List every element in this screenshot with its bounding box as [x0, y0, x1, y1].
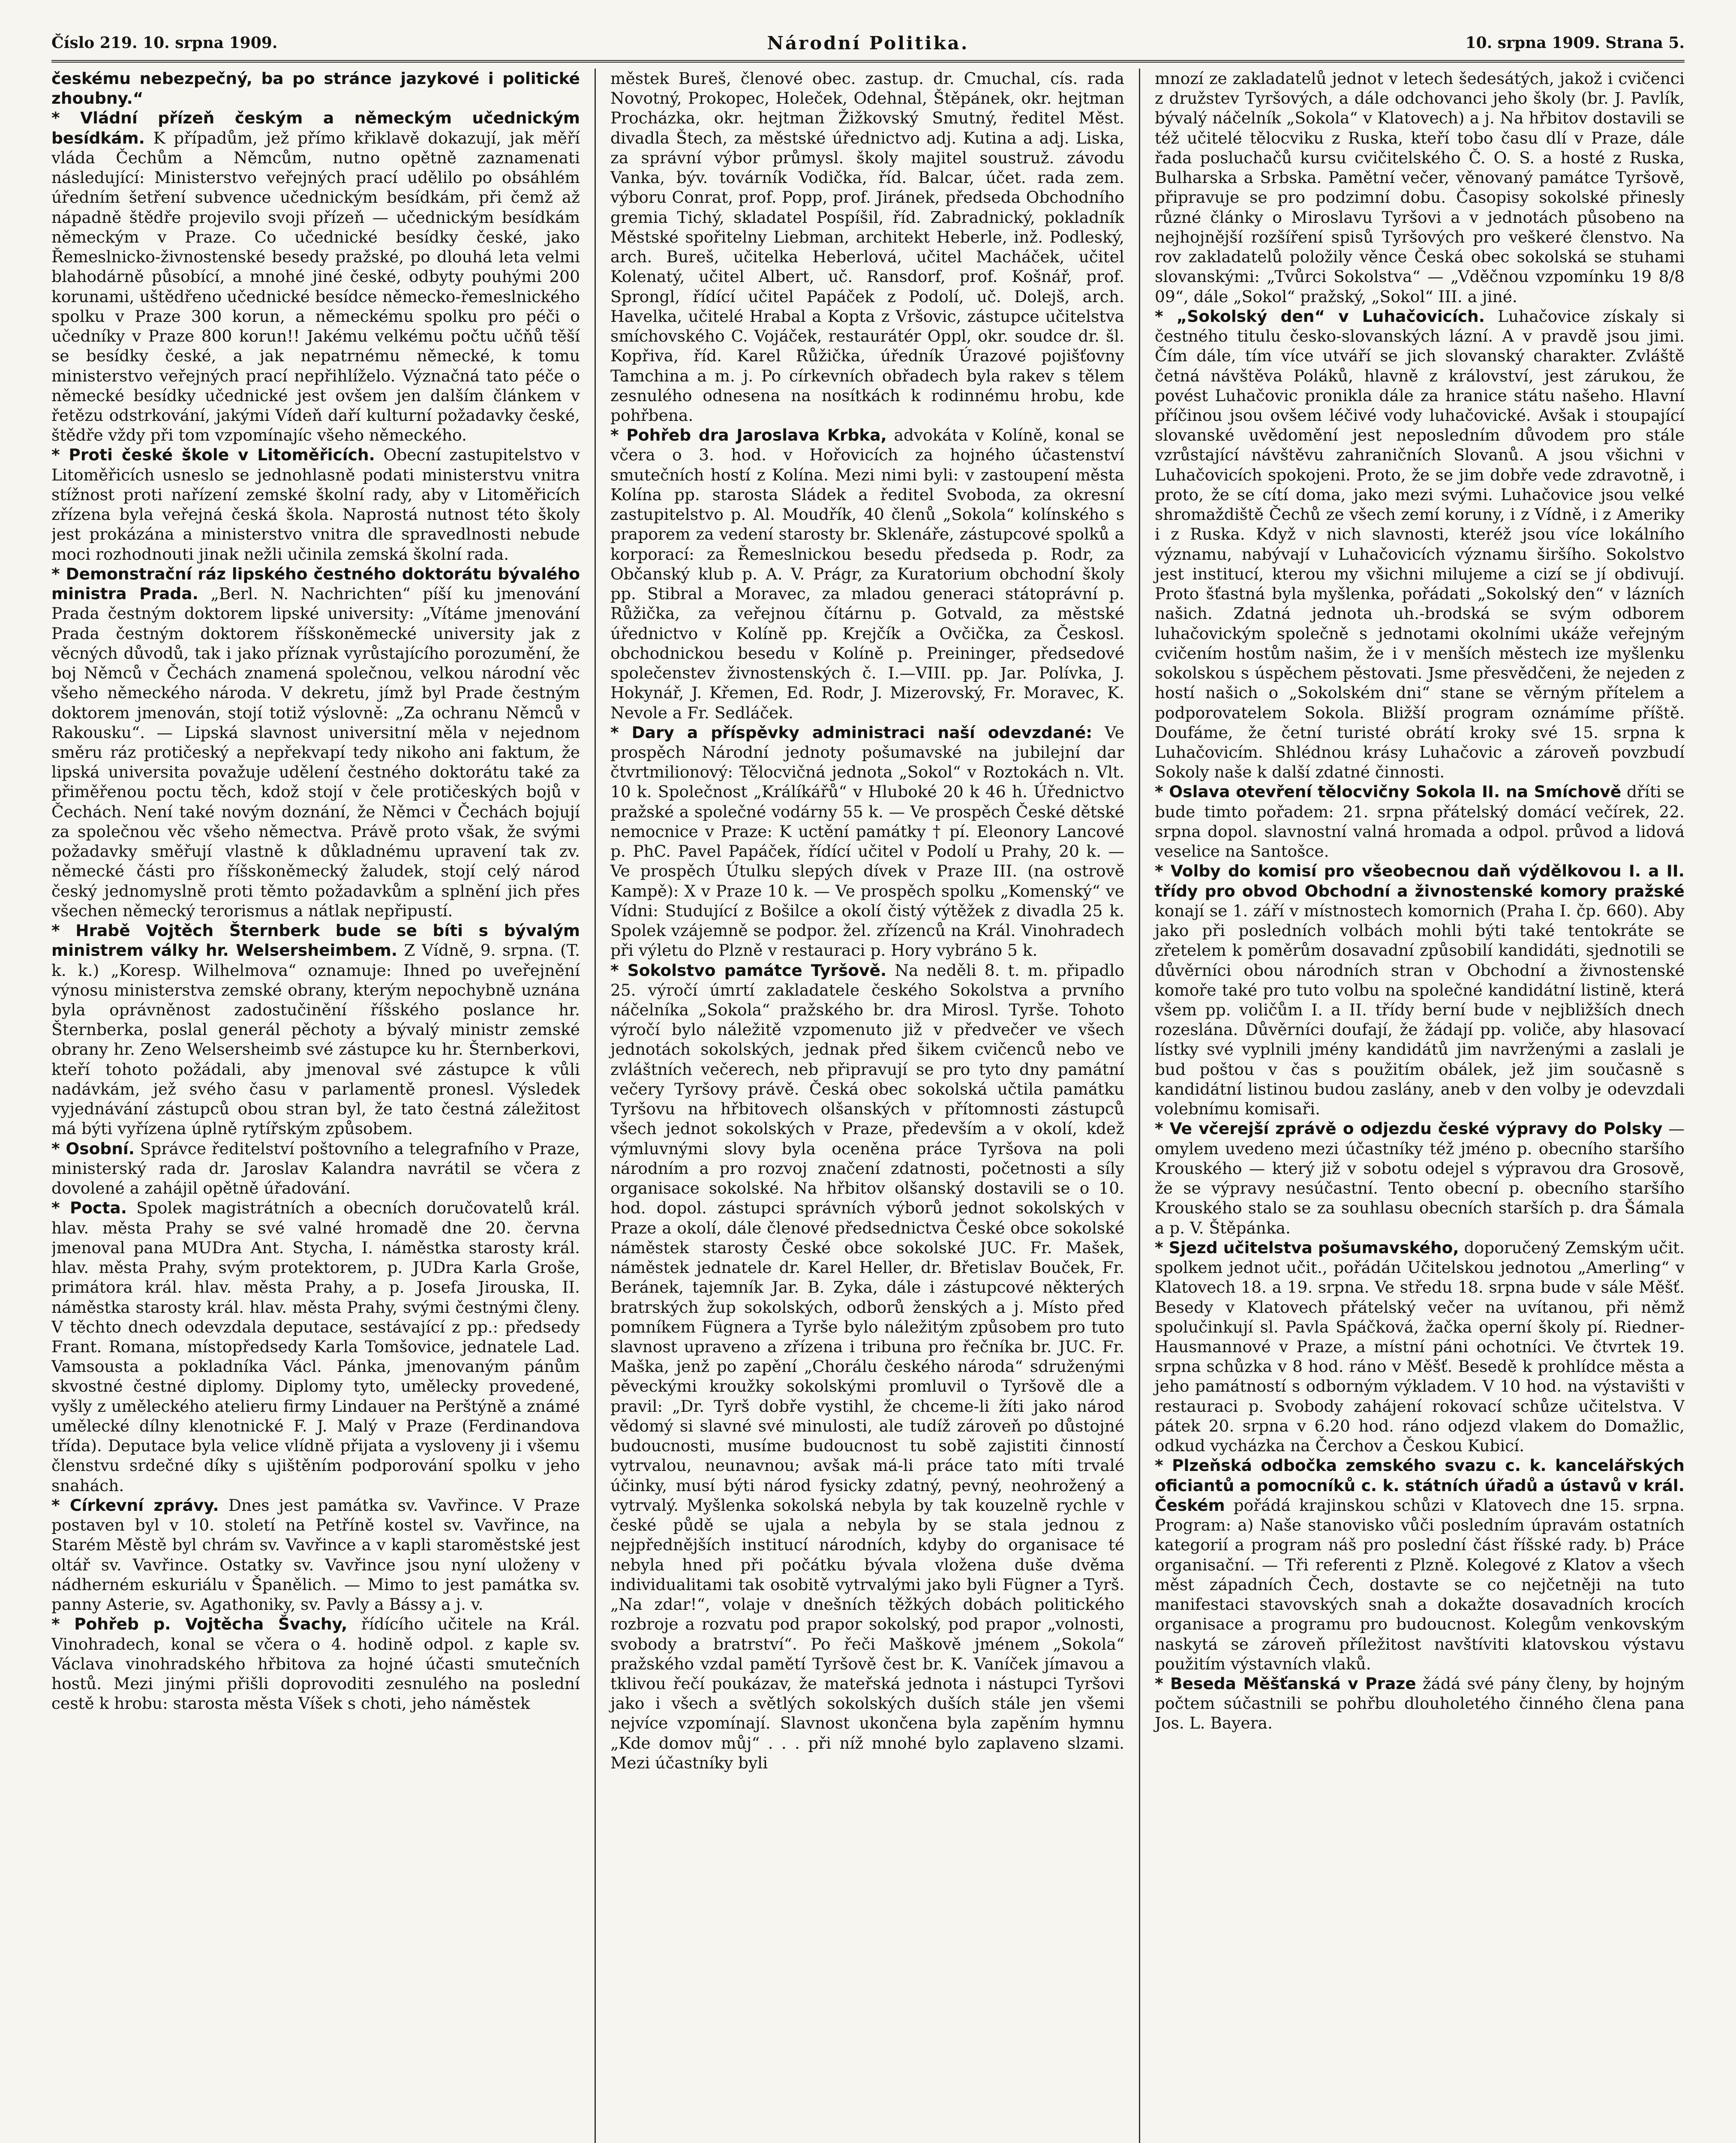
article-headline: * Pohřeb dra Jaroslava Krbka, [610, 426, 887, 445]
article-headline: * Proti české škole v Litoměřicích. [51, 445, 375, 465]
article-paragraph [610, 425, 1124, 723]
column-3 [1140, 69, 1685, 2143]
article-body: Obecní zastupitelstvo v Litoměřicích usneslo se jednohlasně podati ministerstvu vnitra stížnost proti nařízení zemské školní rady, aby v Litoměřicích zřízena byla veřejná česká škola. Naprostá nutnost této školy jest prokázána a ministerstvo vnitra dle spravedlnosti nebude moci rozhodnouti jinak nežli učinila zemská školní rada. [51, 445, 580, 564]
date-and-page: 10. srpna 1909. Strana 5. [1465, 34, 1685, 52]
article-headline: * Plzeňská odbočka zemského svazu c. k. kancelářských oficiantů a pomocníků c. k. státních úřadů a ústavů v král. Českém [1155, 1456, 1685, 1515]
article-headline: * Dary a příspěvky administraci naší odevzdané: [610, 723, 1093, 742]
column-2 [596, 69, 1140, 2143]
article-headline: * Volby do komisí pro všeobecnou daň výdělkovou I. a II. třídy pro obvod Obchodní a živnostenské komory pražské [1155, 861, 1685, 900]
article-paragraph [51, 1139, 580, 1198]
article-body: konají se 1. září v místnostech komornich (Praha I. čp. 660). Aby jako při posledních volbách mohli býti také tentokráte se zřetelem k poměrům dosavadní způsobilí kandidáti, sjednotili se důvěrníci obou národních stran v Obchodní a živnostenské komoře také pro tuto volbu na společné kandidátní listině, která všem pp. voličům I. a II. třídy berní bude v nejbližších dnech rozeslána. Důvěrníci doufají, že žádají pp. voliče, aby hlasovací lístky své vyplnili jmény kandidátů jim navrženými a zaslali je bud poštou v čas s použitím obálek, jež jim současně s kandidátní listinou budou zaslány, aneb v den volby je odevzdali volebnímu komisaři. [1155, 901, 1685, 1119]
article-paragraph [1155, 69, 1685, 306]
article-headline: * Ve včerejší zprávě o odjezdu české výpravy do Polsky [1155, 1119, 1663, 1138]
newspaper-page [51, 26, 1685, 2143]
article-body: pořádá krajinskou schůzi v Klatovech dne 15. srpna. Program: a) Naše stanovisko vůči posledním úpravám ostatních kategorií a program náš pro poslední část říšské rady. b) Práce organisační. — Tři referenti z Plzně. Kolegové z Klatov a všech měst západních Čech, dostavte se co nejčetněji na tuto manifestaci stavovských snah a dokažte dosavadních krocích organisace a programu pro budoucnost. Kolegům venkovským naskytá se zároveň příležitost navštíviti klatovskou výstavu použitím výstavních vlaků. [1155, 1495, 1685, 1673]
article-headline: * Sokolstvo památce Tyršově. [610, 960, 887, 980]
article-paragraph [51, 69, 580, 108]
article-body: řídícího učitele na Král. Vinohradech, konal se včera o 4. hodině odpol. z kaple sv. Václava vinohradského hřbitova za hojné účasti smutečních hostů. Mezi jinými přišli doprovoditi zesnulého na poslední cestě k hrobu: starosta města Víšek s choti, jeho náměstek [51, 1615, 580, 1713]
article-paragraph [51, 564, 580, 921]
article-headline: * Sjezd učitelstva pošumavského, [1155, 1238, 1459, 1257]
article-paragraph [1155, 1456, 1685, 1674]
issue-number: Číslo 219. 10. srpna 1909. [51, 34, 278, 52]
article-paragraph [1155, 306, 1685, 782]
article-paragraph [51, 1198, 580, 1495]
article-headline: * Církevní zprávy. [51, 1495, 219, 1515]
article-paragraph [610, 960, 1124, 1773]
article-body: K případům, jež přímo křiklavě dokazují, jak měří vláda Čechům a Němcům, nutno opětně zaznamenati následující: Ministerstvo veřejných prací udělilo po obsáhlém úředním šetření subvence učednickým besídkám, při čemž až nápadně štědře projevilo svoji přízeň — učednickým besídkám německým v Praze. Co učednické besídky české, jako Řemeslnicko-živnostenské besedy pražské, po dlouhá leta velmi blahodárně působící, a mnohé jiné české, odbyty pouhými 200 korunami, uštědřeno učednické besídce německo-řemeslnického spolku v Praze 300 korun, a německému spolku pro péči o učedníky v Praze 800 korun!! Jakému velkému počtu učňů těší se besídky české, a jak nepatrnému německé, k tomu ministerstvo veřejných prací nepřihlíželo. Význačná tato péče o německé besídky učednické jest ovšem jen dalším článkem v řetězu odstrkování, jakými Vídeň daří kulturní požadavky české, štědře vždy při tom vzpomínajíc všeho německého. [51, 128, 580, 445]
article-headline: * Pocta. [51, 1198, 127, 1218]
newspaper-title: Národní Politika. [767, 32, 969, 54]
article-body: žádá své pány členy, by hojným počtem súčastnili se pohřbu dlouholetého činného člena pana Jos. L. Bayera. [1155, 1674, 1685, 1733]
article-body: „Berl. N. Nachrichten“ píší ku jmenování Prada čestným doktorem lipské university: „Vítáme jmenování Prada čestným doktorem říšskoněmecké university jak z věcných důvodů, tak i jako příznak vyrůstajícího porozumění, že boj Němců v Čechách znamená společnou, velkou národní věc všeho německého národa. V dekretu, jímž byl Prade čestným doktorem jmenován, stojí totiž výslovně: „Za ochranu Němců v Rakousku“. — Lipská slavnost universitní měla v nejednom směru ráz protičeský a nepřekvapí tedy nikoho ani faktum, že lipská universita považuje udělení čestného doktorátu také za přiměřenou poctu těch, kdož stojí v čele protičeských bojů v Čechách. Není také novým doznání, že Němci v Čechách bojují za společnou věc všeho němectva. Právě proto však, že svými požadavky směřují vlastně k důkladnému upravení tak zv. německé části pro říšskoněmecký žaludek, stojí celý národ český jednomyslně proti těmto požadavkům a splnění jich přes všechen německý terorismus a nátlak nepřipustí. [51, 584, 580, 920]
article-body: Ve prospěch Národní jednoty pošumavské na jubilejní dar čtvrtmilionový: Tělocvičná jednota „Sokol“ v Roztokách n. Vlt. 10 k. Společnost „Králíkářů“ v Hluboké 20 k 46 h. Úřednictvo pražské a společné vodárny 55 k. — Ve prospěch České dětské nemocnice v Praze: K uctění památky † pí. Eleonory Lancové p. PhC. Pavel Papáček, řídící učitel v Podolí u Prahy, 20 k. — Ve prospěch Útulku slepých dívek v Praze III. (na ostrově Kampě): X v Praze 10 k. — Ve prospěch spolku „Komenský“ ve Vídni: Studující z Bošilce a okolí čistý výtěžek z divadla 25 k. Spolek vzájemně se podpor. žel. zřízenců na Král. Vinohradech při výletu do Plzně v restauraci p. Hory vybráno 5 k. [610, 723, 1125, 960]
article-body: advokáta v Kolíně, konal se včera o 3. hod. v Hořovicích za hojného účastenství smutečních hostí z Kolína. Mezi nimi byli: v zastoupení města Kolína pp. starosta Sládek a ředitel Svoboda, za okresní zastupitelstvo p. Al. Moudřík, 40 členů „Sokola“ kolínského s praporem za vedení starosty br. Sklenáře, zástupcové spolků a korporací: za Řemeslnickou besedu předseda p. Rodr, za Občanský klub p. A. V. Prágr, za Kuratorium obchodní školy pp. Stibral a Moravec, za mladou generaci státoprávní p. Růžička, za veřejnou čítárnu p. Gotvald, za městské úřednictvo v Kolíně pp. Krejčík a Ovčička, za Českosl. obchodnickou besedu v Kolíně p. Preininger, předsedové společenstev živnostenských č. I.—VIII. pp. Jar. Polívka, J. Hokynář, J. Křemen, Ed. Rodr, J. Mizerovský, Fr. Moravec, K. Nevole a Fr. Sedláček. [610, 426, 1125, 722]
article-body: dříti se bude timto pořadem: 21. srpna přátelský domácí večírek, 22. srpna dopol. slavnostní valná hromada a odpol. průvod a lidová veselice na Santošce. [1155, 782, 1685, 861]
article-headline: českému nebezpečný, ba po stránce jazykové i politické zhoubny.“ [51, 69, 580, 108]
article-columns [51, 69, 1685, 2143]
article-body: — omylem uvedeno mezi účastníky též jméno p. obecního staršího Krouského — který již v sobotu odejel s výpravou dra Grosově, že se výpravy nesúčastní. Tento obecní p. obecního staršího Krouského stalo se za souhlasu obecních starších p. dra Šámala a p. V. Štěpánka. [1155, 1119, 1685, 1237]
article-paragraph [610, 69, 1124, 425]
article-body: Správce ředitelství poštovního a telegrafního v Praze, ministerský rada dr. Jaroslav Kalandra navrátil se včera z dovolené a zahájil opětně úřadování. [51, 1139, 580, 1198]
article-body: mnozí ze zakladatelů jednot v letech šedesátých, jakož i cvičenci z družstev Tyršových, a dále odchovanci jeho školy (br. J. Pavlík, bývalý náčelník „Sokola“ v Klatovech) a j. Na hřbitov dostavili se též učitelé tělocviku z Ruska, kteří tobo času dlí v Praze, dále řada posluchačů kursu cvičitelského Č. O. S. a hosté z Ruska, Bulharska a Srbska. Pamětní večer, věnovaný památce Tyršově, připravuje se pro podzimní dobu. Časopisy sokolské přinesly různé články o Miroslavu Tyršovi a v jednotách působeno na nejhojnější rozšíření spisů Tyršových pro veškeré členstvo. Na rov zakladatelů položily věnce Česká obec sokolská se stuhami slovanskými: „Tvůrci Sokolstva“ — „Vděčnou vzpomínku 19 8/8 09“, dále „Sokol“ pražský, „Sokol“ III. a jiné. [1155, 69, 1685, 306]
article-body: doporučený Zemským učit. spolkem jednot učit., pořádán Učitelskou jednotou „Amerling“ v Klatovech 18. a 19. srpna. Ve středu 18. srpna bude v sále Měšť. Besedy v Klatovech přátelský večer na uvítanou, při němž spolučinkují sl. Pavla Spáčková, žačka operní školy pí. Riedner-Hausmannové v Praze, a místní páni ochotníci. Ve čtvrtek 19. srpna schůzka v 8 hod. ráno v Měšť. Besedě k prohlídce města a jeho památností s odborným výkladem. V 10 hod. na výstavišti v restauraci p. Svobody zahájení rokovací schůze učitelstva. V pátek 20. srpna v 6.20 hod. ráno odjezd vlakem do Domažlic, odkud vycházka na Čerchov a Českou Kubicí. [1155, 1238, 1685, 1456]
article-paragraph [1155, 1119, 1685, 1237]
article-body: Luhačovice získaly si čestného titulu česko-slovanských lázní. A v pravdě jsou jimi. Čím dále, tím více utváří se jich slovanský charakter. Zvláště četná návštěva Poláků, hlavně z království, jest zárukou, že povést Luhačovic pronikla dále za hranice státu našeho. Hlavní příčinou jsou ovšem léčivé vody luhačovické. Avšak i stoupající slovanské uvědomění jest neposledním důvodem pro stále vzrůstající návštěvu zahraničních Slovanů. A jsou všichni v Luhačovicích spokojeni. Proto, že se jim dobře vede zdravotně, i proto, že se cítí doma, jako mezi svými. Luhačovice jsou velké shromaždiště Čechů ze všech zemí koruny, i z Vídně, i z Ameriky i z Ruska. Když v nich slavnosti, kteréž jsou více lokálního významu, nabývají v Luhačovicích významu širšího. Sokolstvo jest institucí, kterou my všichni milujeme a cizí se jí obdivují. Proto šťastná byla myšlenka, pořádati „Sokolský den“ v lázních našich. Zdatná jednota uh.-brodská se svým odborem luhačovickým společně s jednotami okolními ukáže veřejným cvičením hostům našim, že i v menších městech ize myšlenku sokolskou s úspěchem pěstovati. Jsme přesvědčeni, že nejeden z hostí našich o „Sokolském dni“ stane se věrným přítelem a podporovatelem Sokola. Bližší program oznámíme příště. Doufáme, že četní turisté obrátí kroky své 15. srpna k Luhačovicím. Shlédnou krásy Luhačovic a zároveň povzbudí Sokoly naše k další zdatné činnosti. [1155, 306, 1685, 782]
masthead [51, 26, 1685, 63]
article-paragraph [1155, 1238, 1685, 1456]
article-headline: * „Sokolský den“ v Luhačovicích. [1155, 306, 1485, 326]
article-paragraph [1155, 1674, 1685, 1733]
article-body: Spolek magistrátních a obecních doručovatelů král. hlav. města Prahy se své valné hromadě dne 20. června jmenoval pana MUDra Ant. Stycha, I. náměstka starosty král. hlav. města Prahy, svým protektorem, p. JUDra Karla Groše, primátora král. hlav. města Prahy, a p. Josefa Jirouska, II. náměstka starosty král. hlav. města Prahy, svými čestnými členy. V těchto dnech odevzdala deputace, sestávající z pp.: předsedy Frant. Romana, místopředsedy Karla Tomšovice, jednatele Lad. Vamsousta a pokladníka Václ. Pánka, jmenovaným pánům skvostné čestné diplomy. Diplomy tyto, umělecky provedené, vyšly z uměleckého atelieru firmy Lindauer na Perštýně a známé umělecké dílny klenotnické F. J. Malý v Praze (Ferdinandova třída). Deputace byla velice vlídně přijata a vysloveny ji i všemu členstvu srdečné díky s ujištěním podporování spolku v jeho snahách. [51, 1198, 580, 1495]
article-paragraph [1155, 782, 1685, 861]
article-body: městek Bureš, členové obec. zastup. dr. Cmuchal, cís. rada Novotný, Prokopec, Holeček, Odehnal, Štěpánek, okr. hejtman Procházka, okr. hejtman Žižkovský Smutný, ředitel Měst. divadla Štech, za městské úřednictvo adj. Kutina a adj. Liska, za správní výbor průmysl. školy majitel soustruž. závodu Vanka, býv. továrník Vodička, říd. Balcar, účet. rada zem. výboru Conrat, prof. Popp, prof. Jiránek, předseda Obchodního gremia Tichý, skladatel Pospíšil, říd. Zabradnický, pokladník Městské spořitelny Liebman, architekt Heberle, inž. Podleský, arch. Bureš, učitelka Heberlová, učitel Macháček, učitel Kolenatý, učitel Albert, uč. Ransdorf, prof. Košnář, prof. Sprongl, řídící učitel Papáček z Podolí, uč. Dolejš, arch. Havelka, učitelé Hrabal a Kopta z Vršovic, zástupce učitelstva smíchovského C. Vojáček, restaurátér Oppl, okr. soudce dr. šl. Kopřiva, říd. Karel Růžička, úředník Úrazové pojišťovny Tamchina a m. j. Po církevních obřadech byla rakev s tělem zesnulého odnesena na nosítkách k rodinnému hrobu, kde pohřbena. [610, 69, 1124, 425]
article-paragraph [51, 108, 580, 445]
article-paragraph [1155, 861, 1685, 1119]
article-paragraph [610, 723, 1124, 960]
article-headline: * Demonstrační ráz lipského čestného doktorátu bývalého ministra Prada. [51, 564, 580, 603]
column-1 [51, 69, 596, 2143]
article-body: Dnes jest památka sv. Vavřince. V Praze postaven byl v 10. století na Petříně kostel sv. Vavřince, na Starém Městě byl chrám sv. Vavřince a v kapli staroměstské jest oltář sv. Vavřince. Ostatky sv. Vavřince jsou nyní uloženy v nádherném eskuriálu v Španělich. — Mimo to jest památka sv. panny Asterie, sv. Agathoniky, sv. Pavly a Bássy a j. v. [51, 1495, 580, 1614]
article-headline: * Oslava otevření tělocvičny Sokola II. na Smíchově [1155, 782, 1622, 801]
article-headline: * Beseda Měšťanská v Praze [1155, 1674, 1416, 1693]
article-paragraph [51, 1614, 580, 1713]
article-body: Na neděli 8. t. m. připadlo 25. výročí úmrtí zakladatele českého Sokolstva a prvního náčelníka „Sokola“ pražského br. dra Mirosl. Tyrše. Tohoto výročí bylo náležitě vzpomenuto již v předvečer ve všech jednotách sokolských, jednak před šikem cvičenců nebo ve zvláštních večerech, neb připravují se pro tyto dny památní večery Tyršovy právě. Česká obec sokolská učtila památku Tyršovu na hřbitovech olšanských v přítomnosti zástupců všech jednot sokolských v Praze, především a v okolí, kdež výmluvnými slovy byla oceněna práce Tyršova na poli národním a pro rozvoj značení zdatnosti, početnosti a síly organisace sokolské. Na hřbitov olšanský dostavili se o 10. hod. dopol. zástupci správních výborů jednot sokolských v Praze a okolí, dále členové předsednictva České obce sokolské náměstek starosty České obce sokolské JUC. Fr. Mašek, náměstek jednatele dr. Karel Heller, dr. Břetislav Bouček, Fr. Beránek, tajemník Jar. B. Zyka, dále i zástupcové některých bratrských žup sokolských, odborů ženských a j. Místo před pomníkem Fügnera a Tyrše bylo náležitým způsobem pro tuto slavnost upraveno a zřízena i tribuna pro řečníka br. JUC. Fr. Maška, jenž po zapění „Chorálu českého národa“ sdruženými pěveckými kroužky sokolskými promluvil o Tyršově dle a pravil: „Dr. Tyrš dobře vystihl, že chceme-li žíti jako národ vědomý si slavné své minulosti, ale tudíž zároveň po důstojné budoucnosti, musíme budoucnost tu sobě zajistiti činností vytrvalou, neunavnou; avšak má-li práce tato míti trvalé účinky, musí býti národ fysicky zdatný, pevný, neohrožený a vytrvalý. Myšlenka sokolská nebyla by tak kouzelně rychle v české půdě se ujala a nebyla by se stala jednou z nejpřednějších institucí národních, kdyby do organisace té nebyla hned při počátku bývala vložena duše dvěma individualitami tak osobitě vytrvalými jako byli Fügner a Tyrš. „Na zdar!“, volaje v dnešních těžkých dobách politického rozbroje a rozvatu pod prapor sokolský, pod prapor „volnosti, svobody a bratrství“. Po řeči Maškově jménem „Sokola“ pražského vzdal pamětí Tyršově čest br. K. Vaníček jímavou a tklivou řečí poukázav, že mateřská jednota i nástupci Tyršovi jako i všech a světlých sokolských duších stále jen všemi nejvíce vzpomínají. Slavnost ukončena byla zapěním hymnu „Kde domov můj“ . . . při níž mnohé bylo zaplaveno slzami. Mezi účastníky byli [610, 960, 1124, 1772]
article-headline: * Pohřeb p. Vojtěcha Švachy, [51, 1615, 348, 1634]
article-headline: * Osobní. [51, 1139, 135, 1158]
article-paragraph [51, 1495, 580, 1614]
article-headline: * Vládní přízeň českým a německým učednickým besídkám. [51, 108, 580, 147]
article-paragraph [51, 445, 580, 564]
article-paragraph [51, 921, 580, 1139]
article-body: Z Vídně, 9. srpna. (T. k. k.) „Koresp. Wilhelmova“ oznamuje: Ihned po uveřejnění výnosu ministerstva zemské obrany, kterým nepochybně uznána byla oprávněnost zadostučinění říšského poslance hr. Šternberka, poslal generál pěchoty a bývalý ministr zemské obrany hr. Zeno Welsersheimb své zástupce ku hr. Šternberkovi, kteří tohoto požádali, aby jmenoval své zástupce k vůli nadávkám, jež svého času v parlamentě pronesl. Výsledek vyjednávání zástupců obou stran byl, že tato čestná záležitost má býti vyřízena úplně rytířským způsobem. [51, 941, 580, 1138]
article-headline: * Hrabě Vojtěch Šternberk bude se bíti s bývalým ministrem války hr. Welsersheimbem. [51, 921, 580, 960]
